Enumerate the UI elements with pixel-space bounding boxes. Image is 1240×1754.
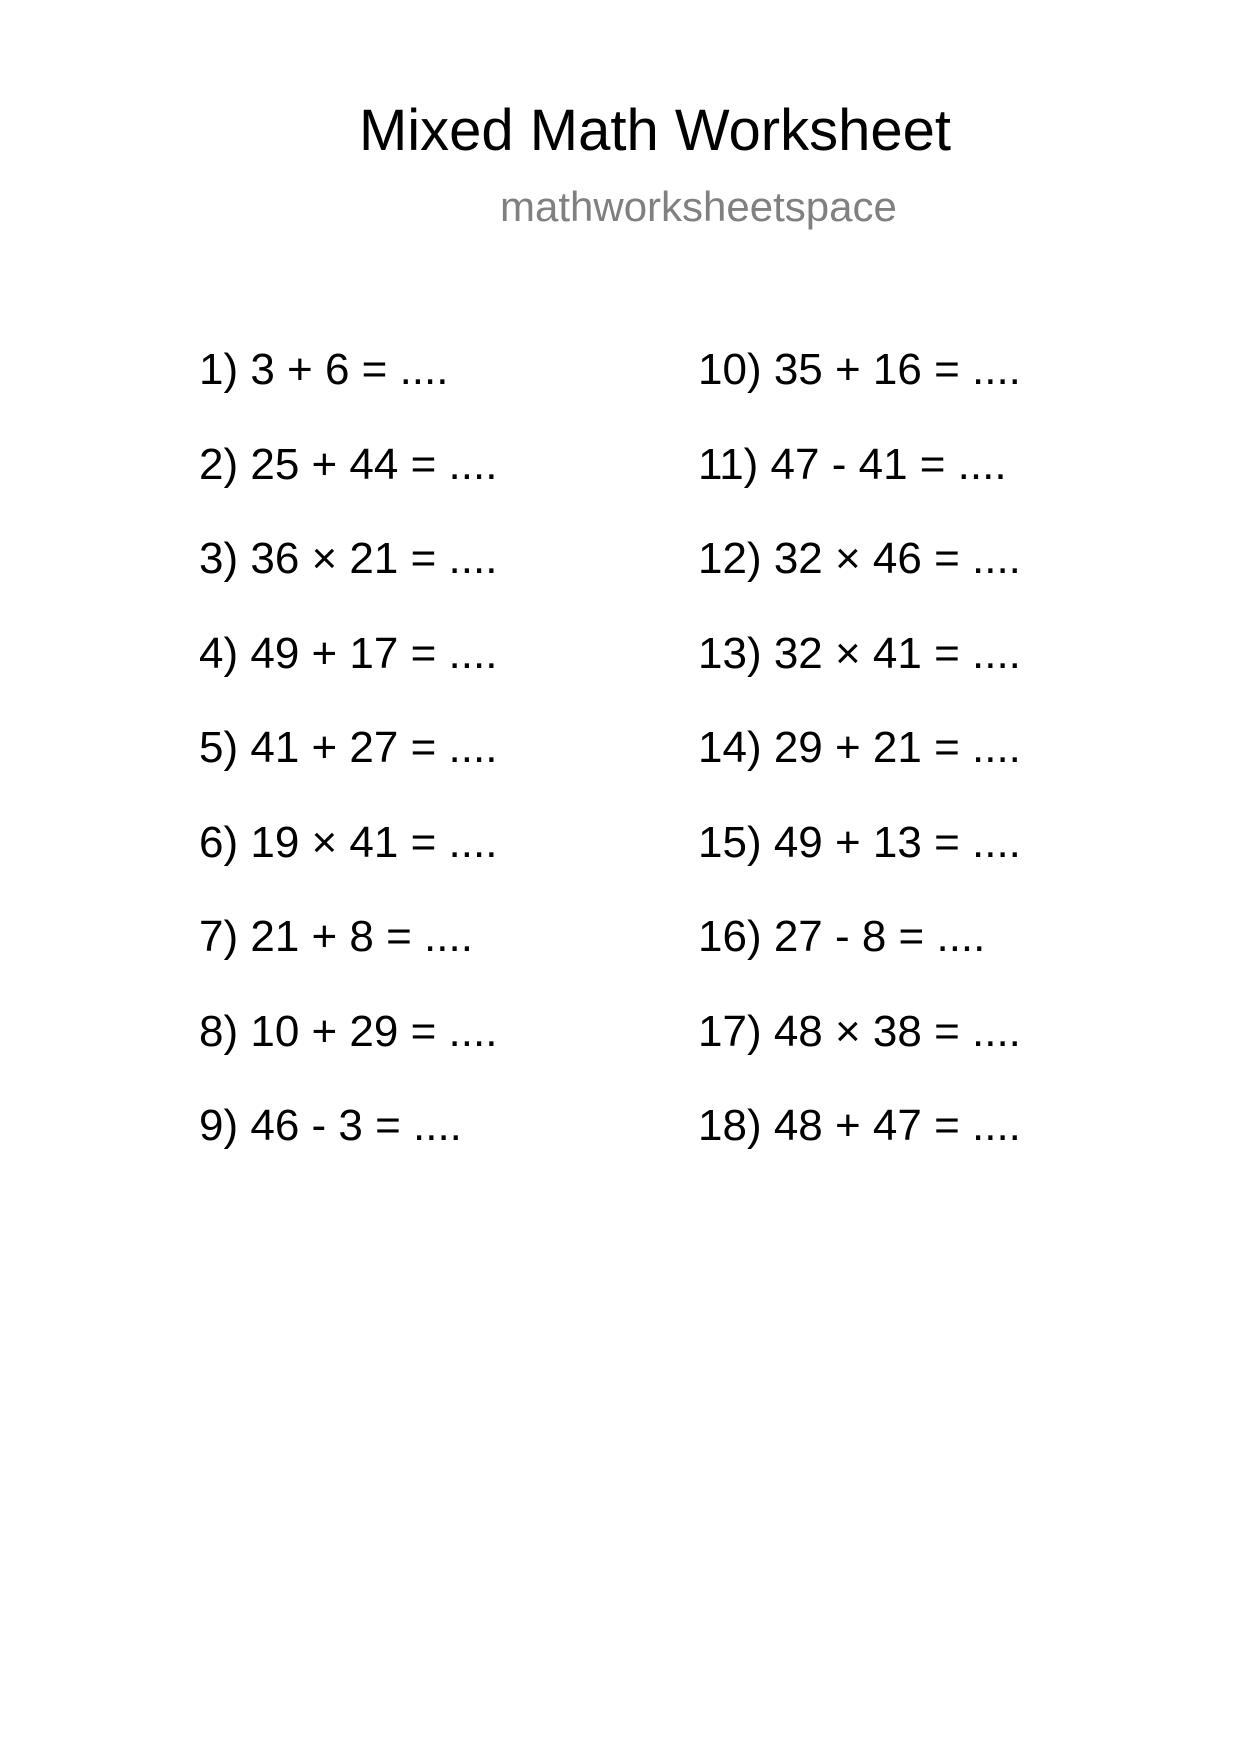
problem-12: 12) 32 × 46 = .... (698, 534, 1021, 583)
problem-1: 1) 3 + 6 = .... (199, 345, 449, 394)
problem-5: 5) 41 + 27 = .... (199, 723, 498, 772)
worksheet-subtitle: mathworksheetspace (500, 183, 897, 230)
problem-2: 2) 25 + 44 = .... (199, 439, 498, 489)
problem-column-left (199, 344, 497, 1195)
problem-16: 16) 27 - 8 = .... (698, 912, 986, 961)
problem-8: 8) 10 + 29 = .... (199, 1006, 498, 1056)
worksheet-title: Mixed Math Worksheet (358, 98, 952, 163)
problem-11: 11) 47 - 41 = .... (698, 439, 1007, 489)
problem-6: 6) 19 × 41 = .... (199, 817, 498, 867)
problem-column-right (698, 344, 1021, 1195)
problem-4: 4) 49 + 17 = .... (199, 628, 498, 678)
problem-7: 7) 21 + 8 = .... (199, 912, 473, 961)
problem-3: 3) 36 × 21 = .... (199, 534, 498, 583)
problem-14: 14) 29 + 21 = .... (698, 723, 1021, 772)
problem-13: 13) 32 × 41 = .... (698, 628, 1021, 678)
problem-9: 9) 46 - 3 = .... (199, 1101, 462, 1150)
problem-18: 18) 48 + 47 = .... (698, 1101, 1021, 1150)
problem-17: 17) 48 × 38 = .... (698, 1006, 1021, 1056)
problem-10: 10) 35 + 16 = .... (698, 345, 1021, 394)
problem-15: 15) 49 + 13 = .... (698, 817, 1021, 867)
